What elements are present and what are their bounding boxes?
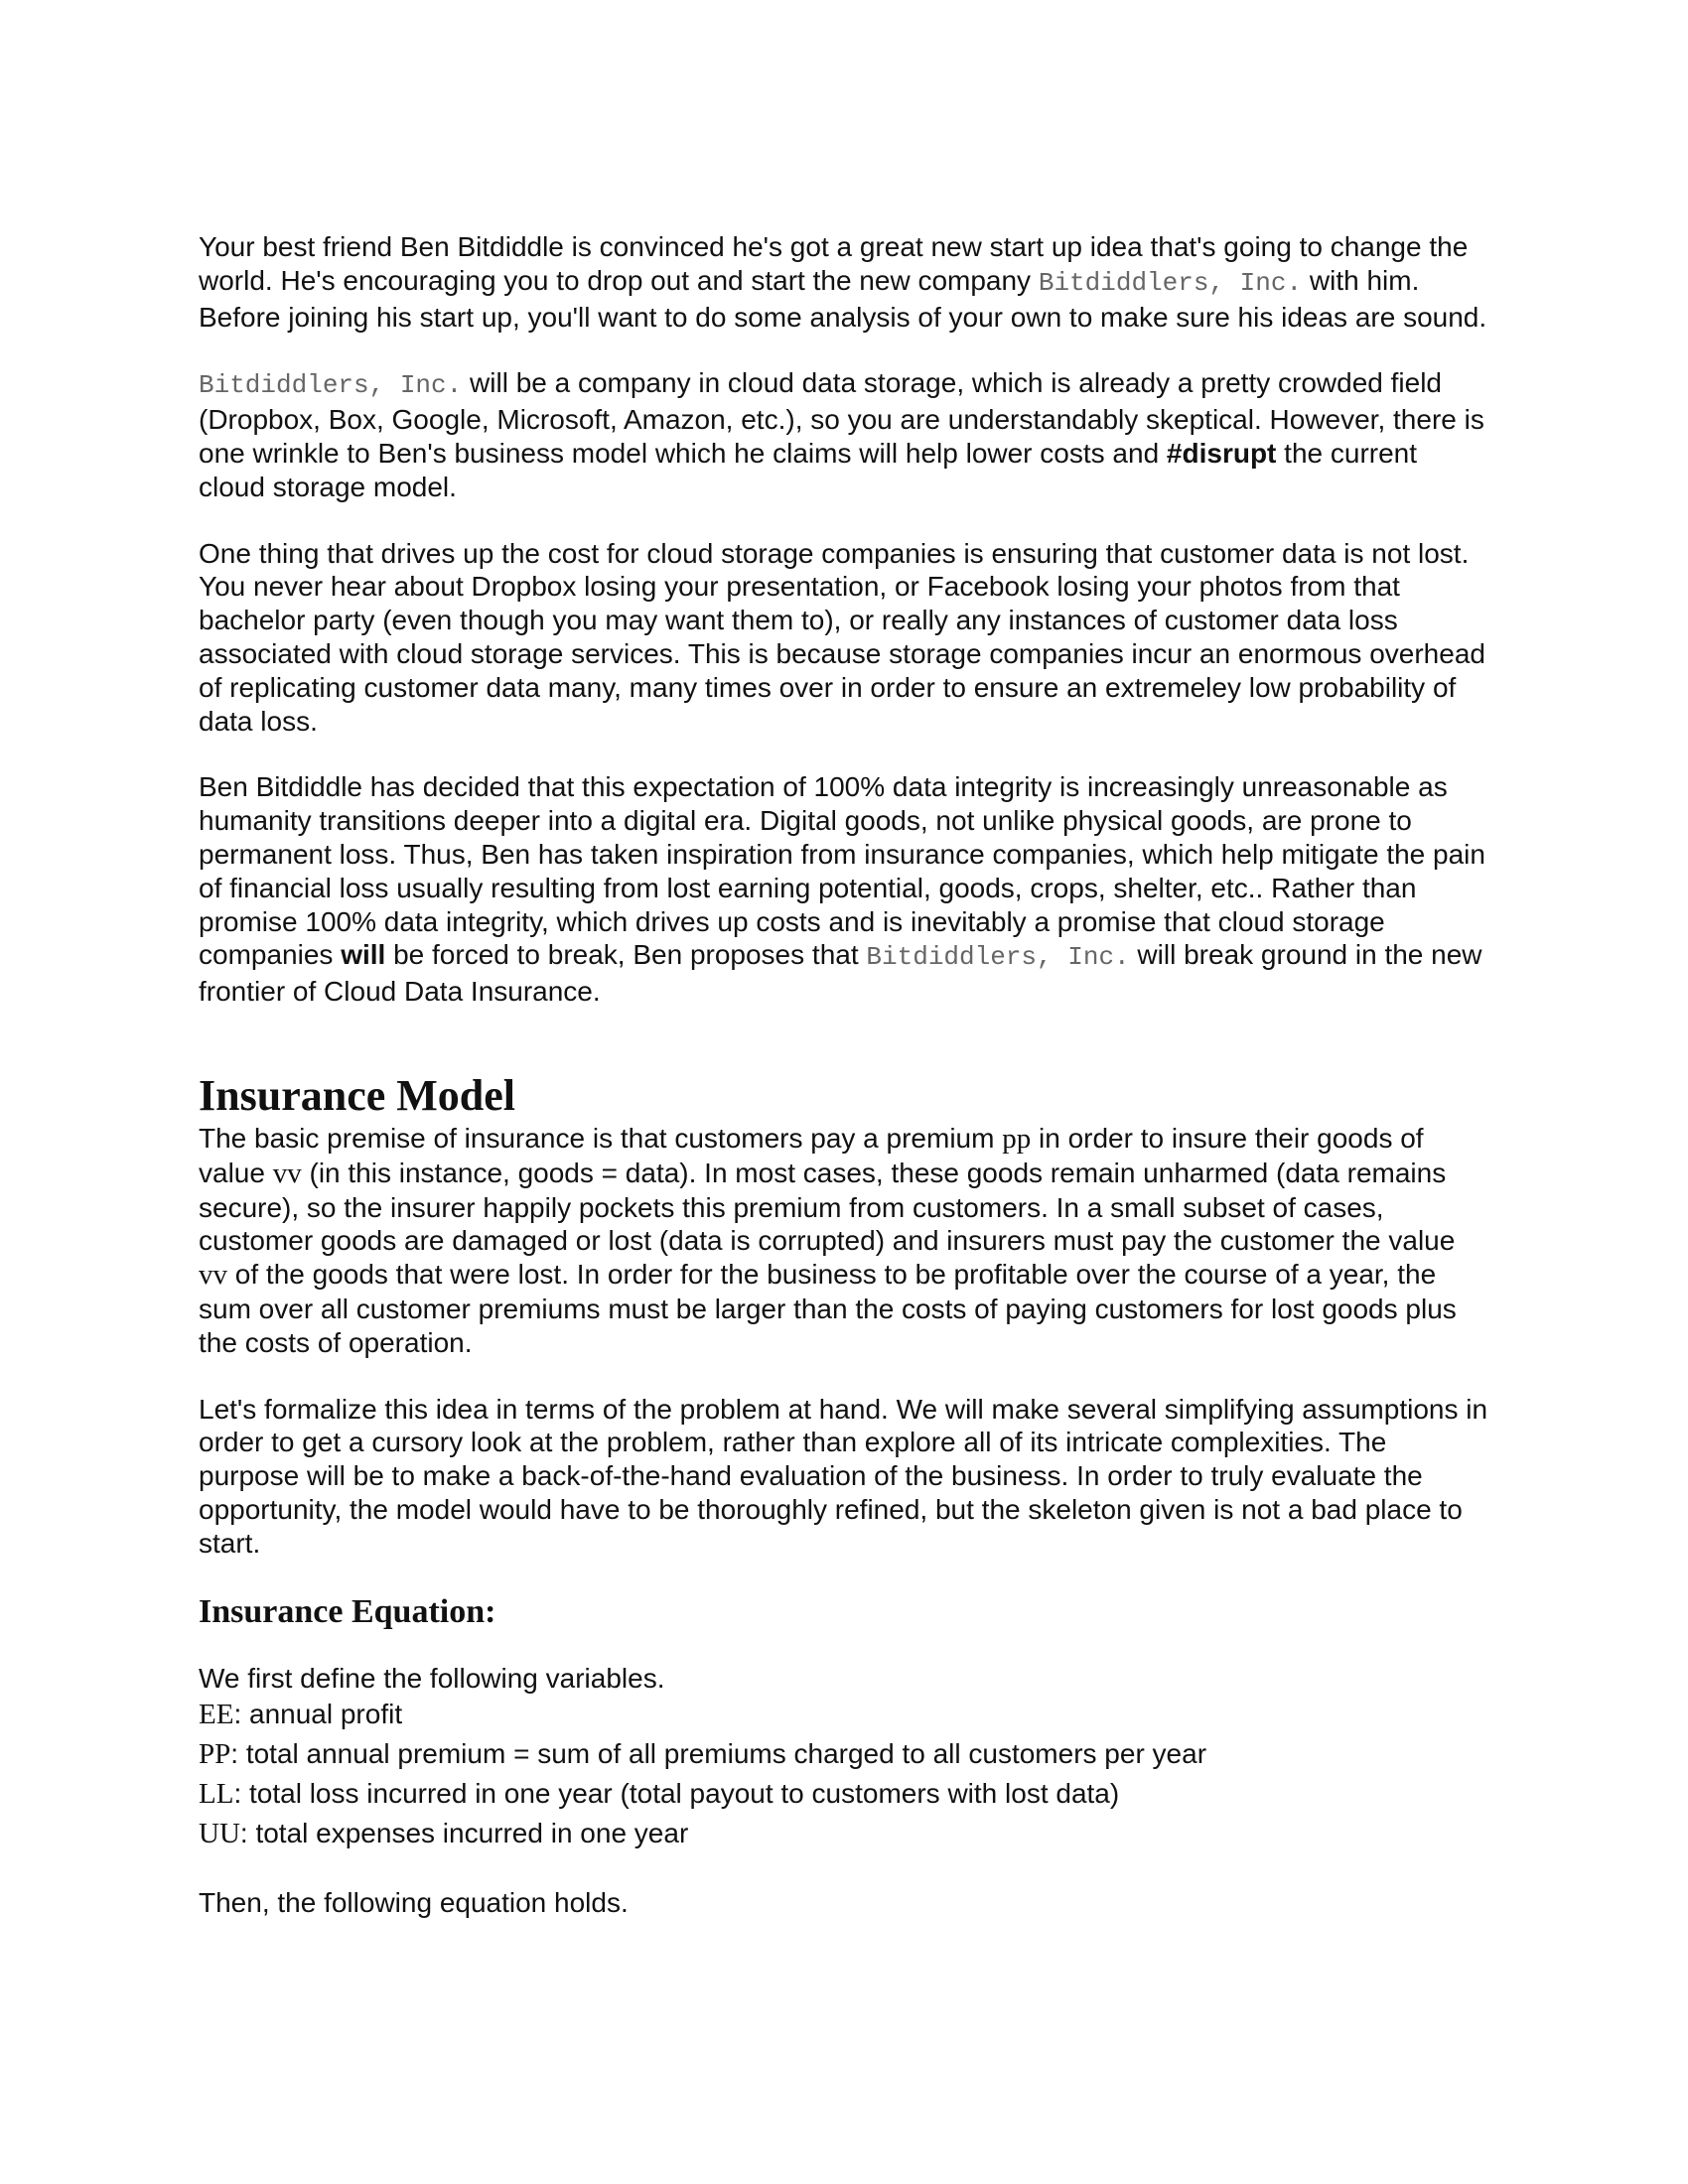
intro-paragraph-1 [199,230,1489,334]
text-span: Your best friend Ben Bitdiddle is convinced he's got a great new start up idea that's going to change the world. He's encouraging you to drop out and start the new company [199,231,1469,296]
company-name: Bitdiddlers, Inc. [1038,267,1303,298]
document-body [199,230,1489,1920]
variable-symbol: UU [199,1818,240,1850]
text-span: will break ground in the new frontier of Cloud Data Insurance. [199,939,1482,1008]
text-span: The basic premise of insurance is that customers pay a premium [199,1122,1003,1154]
text-span: (in this instance, goods = data). In most cases, these goods remain unharmed (data remains secure), so the insurer happily pockets this premium from customers. In a small subset of cases, customer goods are damaged or lost (data is corrupted) and insurers must pay the customer the value [199,1157,1456,1257]
variable-list [199,1695,1489,1853]
text-span: be forced to break, Ben proposes that [385,939,867,971]
value-variable: vv [272,1157,302,1189]
variable-definition-p [199,1734,1489,1774]
variable-description: : total expenses incurred in one year [239,1818,689,1849]
value-variable: vv [199,1259,227,1292]
variable-symbol: EE [199,1699,234,1731]
variable-definition-l [199,1774,1489,1814]
insurance-model-paragraph-2: Let's formalize this idea in terms of the problem at hand. We will make several simplifying assumptions in order to get a cursory look at the problem, rather than explore all of its intricate complexities. The purpose will be to make a back-of-the-hand evaluation of the business. In order to truly evaluate the opportunity, the model would have to be thoroughly refined, but the skeleton given is not a bad place to start. [199,1393,1488,1559]
variable-description: : total loss incurred in one year (total payout to customers with lost data) [233,1778,1120,1810]
intro-paragraph-2 [199,366,1489,503]
variable-description: : annual profit [233,1699,403,1730]
variable-definition-u [199,1814,1489,1853]
variables-intro: We first define the following variables. [199,1662,665,1694]
text-span: in order to insure their goods of value [199,1122,1424,1188]
text-span: with him. Before joining his start up, you'll want to do some analysis of your own to make sure his ideas are sound. [199,264,1487,333]
variable-symbol: PP [199,1738,231,1771]
variable-definition-e [199,1695,1489,1734]
equation-outro: Then, the following equation holds. [199,1887,629,1919]
text-span: the current cloud storage model. [199,437,1418,502]
insurance-model-heading: Insurance Model [199,1070,515,1120]
emphasis-will: will [341,939,386,971]
text-span: Ben Bitdiddle has decided that this expectation of 100% data integrity is increasingly unreasonable as humanity transitions deeper into a digital era. Digital goods, not unlike physical goods, are prone to permanent loss. Thus, Ben has taken inspiration from insurance companies, which help mitigate the pain of financial loss usually resulting from lost earning potential, goods, crops, shelter, etc.. Rather than promise 100% data integrity, which drives up costs and is inevitably a promise that cloud storage companies [199,771,1485,971]
intro-paragraph-4 [199,770,1489,1009]
premium-variable: pp [1002,1122,1032,1155]
variable-description: : total annual premium = sum of all premiums charged to all customers per year [230,1738,1207,1770]
text-span: of the goods that were lost. In order for the business to be profitable over the course of a year, the sum over all customer premiums must be larger than the costs of paying customers for lost goods plus the costs of operation. [199,1259,1457,1358]
company-name: Bitdiddlers, Inc. [866,942,1130,973]
variable-symbol: LL [199,1778,234,1811]
intro-paragraph-3: One thing that drives up the cost for cloud storage companies is ensuring that customer data is not lost. You never hear about Dropbox losing your presentation, or Facebook losing your photos from that bachelor party (even though you may want them to), or really any instances of customer data loss associated with cloud storage services. This is because storage companies incur an enormous overhead of replicating customer data many, many times over in order to ensure an extremeley low probability of data loss. [199,537,1485,737]
company-name: Bitdiddlers, Inc. [199,370,463,401]
disrupt-hashtag: #disrupt [1166,437,1277,469]
text-span: will be a company in cloud data storage, which is already a pretty crowded field (Dropbox, Box, Google, Microsoft, Amazon, etc.), so you are understandably skeptical. However, there is one wrinkle to Ben's business model which he claims will help lower costs and [199,367,1484,469]
insurance-equation-heading: Insurance Equation: [199,1592,496,1630]
insurance-model-paragraph-1 [199,1122,1489,1360]
